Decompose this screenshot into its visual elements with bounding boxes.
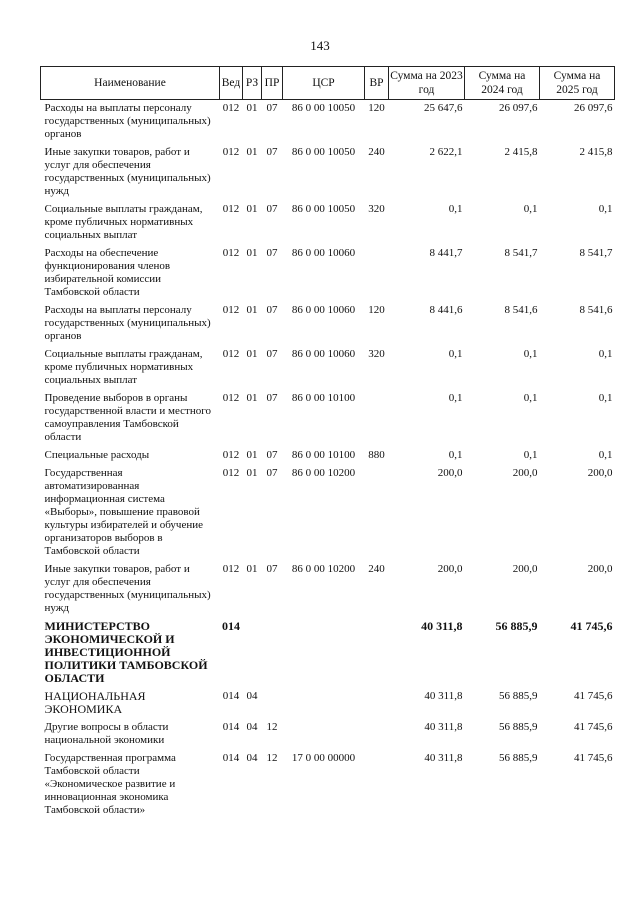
- row-vr: [365, 751, 389, 821]
- table-row: [41, 303, 615, 347]
- table-row: [41, 246, 615, 303]
- row-sum-2024: 56 885,9: [495, 619, 538, 633]
- row-sum-2023: 200,0: [437, 563, 463, 575]
- row-ved: 014: [222, 721, 240, 733]
- header-csr: ЦСР: [283, 67, 365, 100]
- row-sum-2024: 56 885,9: [499, 752, 538, 764]
- row-sum-2025: 41 745,6: [574, 752, 613, 764]
- table-row: [41, 202, 615, 246]
- row-sum-2025: 8 541,7: [579, 247, 613, 259]
- row-ved: 012: [222, 467, 240, 479]
- row-vr: [365, 619, 389, 689]
- row-sum-2023: 0,1: [448, 203, 463, 215]
- row-ved: 014: [222, 619, 240, 633]
- row-rz: 04: [246, 752, 258, 764]
- row-sum-2024: 200,0: [512, 467, 538, 479]
- row-name: Государственная программа Тамбовской области «Экономическое развитие и инновационная экономика Тамбовской области»: [44, 752, 176, 816]
- budget-table: [40, 66, 615, 821]
- row-rz: [243, 619, 262, 689]
- row-vr: 240: [368, 146, 385, 158]
- row-ved: 014: [222, 690, 240, 702]
- row-sum-2023: 0,1: [448, 348, 463, 360]
- row-sum-2025: 200,0: [587, 563, 613, 575]
- row-vr: 240: [368, 563, 385, 575]
- table-row: [41, 347, 615, 391]
- row-sum-2024: 0,1: [523, 449, 538, 461]
- row-sum-2023: 25 647,6: [424, 102, 463, 114]
- row-pr: 07: [266, 449, 278, 461]
- row-sum-2023: 40 311,8: [424, 752, 463, 764]
- row-sum-2025: 8 541,6: [579, 304, 613, 316]
- row-sum-2023: 40 311,8: [424, 721, 463, 733]
- row-name: Государственная автоматизированная информационная система «Выборы», повышение правовой культуры избирателей и обучение организаторов выборов в Тамбовской области: [44, 467, 203, 557]
- row-csr: 86 0 00 10100: [291, 392, 356, 404]
- row-vr: [365, 246, 389, 303]
- row-ved: 014: [222, 752, 240, 764]
- row-csr: 86 0 00 10200: [291, 563, 356, 575]
- row-sum-2023: 200,0: [437, 467, 463, 479]
- header-vr: ВР: [365, 67, 389, 100]
- row-pr: 07: [266, 392, 278, 404]
- row-ved: 012: [222, 247, 240, 259]
- row-csr: 86 0 00 10060: [291, 247, 356, 259]
- row-rz: 04: [246, 690, 258, 702]
- row-pr: 07: [266, 203, 278, 215]
- row-ved: 012: [222, 203, 240, 215]
- row-vr: 320: [368, 203, 385, 215]
- row-csr: [283, 619, 365, 689]
- row-sum-2023: 0,1: [448, 392, 463, 404]
- table-row: [41, 619, 615, 689]
- row-name: Социальные выплаты гражданам, кроме публичных нормативных социальных выплат: [44, 203, 203, 241]
- row-rz: 01: [246, 247, 258, 259]
- table-row: [41, 145, 615, 202]
- row-rz: 01: [246, 392, 258, 404]
- row-sum-2024: 8 541,7: [504, 247, 538, 259]
- row-sum-2025: 41 745,6: [574, 690, 613, 702]
- row-csr: [283, 720, 365, 751]
- table-row: [41, 466, 615, 562]
- row-csr: 86 0 00 10050: [291, 102, 356, 114]
- row-name: МИНИСТЕРСТВО ЭКОНОМИЧЕСКОЙ И ИНВЕСТИЦИОННОЙ ПОЛИТИКИ ТАМБОВСКОЙ ОБЛАСТИ: [44, 619, 208, 685]
- row-sum-2025: 0,1: [598, 449, 613, 461]
- row-sum-2025: 0,1: [598, 392, 613, 404]
- row-vr: [365, 689, 389, 720]
- row-sum-2024: 200,0: [512, 563, 538, 575]
- row-name: Другие вопросы в области национальной экономики: [44, 721, 169, 746]
- row-pr: 07: [266, 563, 278, 575]
- row-sum-2024: 0,1: [523, 203, 538, 215]
- row-name: Расходы на выплаты персоналу государственных (муниципальных) органов: [44, 102, 211, 140]
- row-rz: 04: [246, 721, 258, 733]
- table-row: [41, 720, 615, 751]
- row-sum-2024: 26 097,6: [499, 102, 538, 114]
- row-rz: 01: [246, 467, 258, 479]
- row-rz: 01: [246, 563, 258, 575]
- row-csr: 86 0 00 10050: [291, 146, 356, 158]
- row-sum-2023: 0,1: [448, 449, 463, 461]
- row-sum-2025: 200,0: [587, 467, 613, 479]
- row-csr: 86 0 00 10050: [291, 203, 356, 215]
- row-ved: 012: [222, 304, 240, 316]
- page-number: 143: [310, 38, 330, 53]
- row-sum-2023: 40 311,8: [424, 690, 463, 702]
- row-csr: 17 0 00 00000: [291, 752, 356, 764]
- row-vr: 320: [368, 348, 385, 360]
- row-sum-2023: 40 311,8: [421, 619, 463, 633]
- header-rz: РЗ: [243, 67, 262, 100]
- header-sum-2025: Сумма на 2025 год: [540, 67, 615, 100]
- row-name: Проведение выборов в органы государственной власти и местного самоуправления Тамбовской области: [44, 392, 211, 443]
- row-vr: [365, 720, 389, 751]
- row-rz: 01: [246, 348, 258, 360]
- row-rz: 01: [246, 102, 258, 114]
- row-pr: 07: [266, 467, 278, 479]
- row-sum-2023: 8 441,7: [429, 247, 463, 259]
- row-csr: [283, 689, 365, 720]
- row-sum-2024: 8 541,6: [504, 304, 538, 316]
- row-csr: 86 0 00 10060: [291, 304, 356, 316]
- row-pr: 12: [266, 752, 278, 764]
- row-ved: 012: [222, 563, 240, 575]
- table-row: [41, 448, 615, 466]
- row-sum-2023: 2 622,1: [429, 146, 463, 158]
- row-vr: 120: [368, 304, 385, 316]
- row-csr: 86 0 00 10060: [291, 348, 356, 360]
- row-pr: [262, 619, 283, 689]
- row-vr: [365, 391, 389, 448]
- row-sum-2025: 0,1: [598, 203, 613, 215]
- row-pr: 07: [266, 247, 278, 259]
- row-name: Расходы на выплаты персоналу государственных (муниципальных) органов: [44, 304, 211, 342]
- row-pr: 07: [266, 348, 278, 360]
- header-name: Наименование: [41, 67, 220, 100]
- row-sum-2025: 41 745,6: [574, 721, 613, 733]
- row-csr: 86 0 00 10100: [291, 449, 356, 461]
- row-sum-2024: 0,1: [523, 348, 538, 360]
- row-csr: 86 0 00 10200: [291, 467, 356, 479]
- header-pr: ПР: [262, 67, 283, 100]
- row-name: Социальные выплаты гражданам, кроме публичных нормативных социальных выплат: [44, 348, 203, 386]
- row-sum-2023: 8 441,6: [429, 304, 463, 316]
- row-sum-2025: 26 097,6: [574, 102, 613, 114]
- row-sum-2025: 2 415,8: [579, 146, 613, 158]
- table-row: [41, 562, 615, 619]
- row-ved: 012: [222, 392, 240, 404]
- row-pr: 07: [266, 146, 278, 158]
- row-ved: 012: [222, 348, 240, 360]
- row-pr: 12: [266, 721, 278, 733]
- row-name: Специальные расходы: [44, 449, 150, 461]
- table-row: [41, 689, 615, 720]
- row-rz: 01: [246, 449, 258, 461]
- row-sum-2025: 41 745,6: [570, 619, 613, 633]
- table-body: [41, 100, 615, 822]
- row-sum-2024: 56 885,9: [499, 721, 538, 733]
- table-row: [41, 751, 615, 821]
- row-ved: 012: [222, 146, 240, 158]
- row-vr: [365, 466, 389, 562]
- table-header-row: [41, 67, 615, 100]
- row-rz: 01: [246, 203, 258, 215]
- row-vr: 120: [368, 102, 385, 114]
- row-name: Иные закупки товаров, работ и услуг для обеспечения государственных (муниципальных) нужд: [44, 563, 211, 614]
- row-sum-2025: 0,1: [598, 348, 613, 360]
- header-sum-2024: Сумма на 2024 год: [465, 67, 540, 100]
- table-row: [41, 391, 615, 448]
- row-name: Иные закупки товаров, работ и услуг для обеспечения государственных (муниципальных) нужд: [44, 146, 211, 197]
- header-sum-2023: Сумма на 2023 год: [389, 67, 465, 100]
- row-ved: 012: [222, 102, 240, 114]
- row-name: НАЦИОНАЛЬНАЯ ЭКОНОМИКА: [44, 689, 146, 716]
- row-name: Расходы на обеспечение функционирования членов избирательной комиссии Тамбовской области: [44, 247, 171, 298]
- row-pr: 07: [266, 102, 278, 114]
- table-row: [41, 100, 615, 146]
- row-rz: 01: [246, 304, 258, 316]
- row-sum-2024: 2 415,8: [504, 146, 538, 158]
- row-rz: 01: [246, 146, 258, 158]
- header-ved: Вед: [220, 67, 243, 100]
- row-vr: 880: [368, 449, 385, 461]
- row-ved: 012: [222, 449, 240, 461]
- row-sum-2024: 0,1: [523, 392, 538, 404]
- row-pr: 07: [266, 304, 278, 316]
- row-pr: [262, 689, 283, 720]
- row-sum-2024: 56 885,9: [499, 690, 538, 702]
